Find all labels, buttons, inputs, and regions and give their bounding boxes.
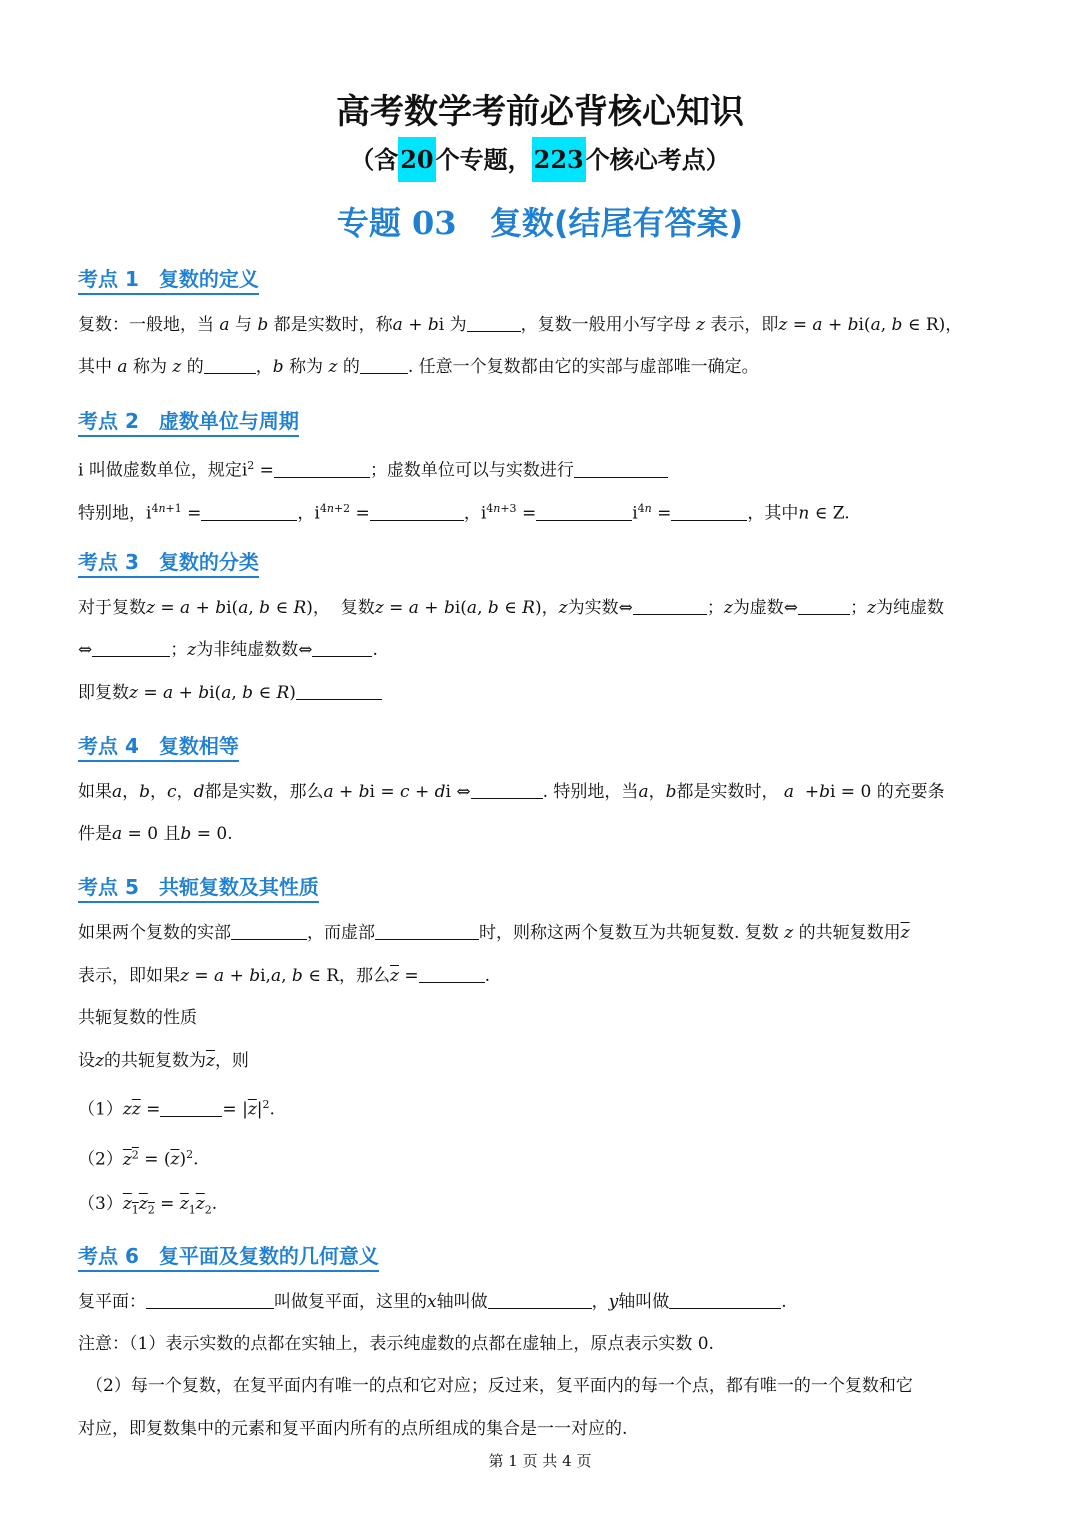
fill-blank[interactable] <box>160 1100 222 1117</box>
s5-property-1: $(1)z\overline{z}$ = = $|\overline{z}|^2$. <box>78 1098 275 1120</box>
fill-blank[interactable] <box>92 640 170 657</box>
topic-number: 03 <box>411 204 457 242</box>
topic-name: 复数(结尾有答案) <box>489 204 744 242</box>
s6-line-1: 复平面： 叫做复平面，这里的x轴叫做 ，y轴叫做 . <box>78 1292 787 1312</box>
fill-blank[interactable] <box>296 683 382 700</box>
topic-heading <box>0 198 1080 244</box>
section-heading-1 <box>78 263 259 295</box>
s1-line-2: 其中 a 称为 z 的 ，b 称为 z 的 . 任意一个复数都由它的实部与虚部唯一确定。 <box>78 357 759 377</box>
section-title: 复数的定义 <box>158 267 259 291</box>
section-label: 考点 5 <box>78 875 139 899</box>
s6-line-3: （2）每一个复数，在复平面内有唯一的点和它对应；反过来，复平面内的每一个点，都有唯一的一个复数和它 <box>86 1376 913 1396</box>
fill-blank[interactable] <box>471 782 543 799</box>
s1-line-1: 复数：一般地，当 a 与 b 都是实数时，称a + bi 为 ，复数一般用小写字母 z 表示，即z = a + bi(a, b ∈ R)， <box>78 315 963 335</box>
s5-line-3: 共轭复数的性质 <box>78 1008 197 1028</box>
section-label: 考点 1 <box>78 267 139 291</box>
s3-line-3: 即复数z = a + bi(a, b ∈ R) <box>78 681 382 705</box>
section-title: 虚数单位与周期 <box>158 409 299 433</box>
subtitle-text: 个核心考点） <box>585 146 730 174</box>
fill-blank[interactable] <box>146 1292 274 1309</box>
s3-line-1: 对于复数z = a + bi(a, b ∈ R)， 复数z = a + bi(a, b ∈ R)，z为实数⇔ ；z为虚数⇔ ；z为纯虚数 <box>78 598 945 618</box>
section-title: 复数相等 <box>158 734 239 758</box>
s5-property-3: $(3)z_1z_2 = \overline{z}_1\overline{z}_2$. <box>78 1194 218 1217</box>
section-title: 复平面及复数的几何意义 <box>158 1244 379 1268</box>
fill-blank[interactable] <box>204 357 256 374</box>
section-title: 共轭复数及其性质 <box>158 875 319 899</box>
section-label: 考点 4 <box>78 734 139 758</box>
section-label: 考点 3 <box>78 550 139 574</box>
s4-line-1: 如果a，b，c，d都是实数，那么a + bi = c + di ⇔ . 特别地，当a，b都是实数时， a +bi = 0 的充要条 <box>78 782 945 802</box>
fill-blank[interactable] <box>467 315 521 332</box>
fill-blank[interactable] <box>798 598 850 615</box>
s2-line-1: i 叫做虚数单位，规定$i^2$ = ；虚数单位可以与实数进行 <box>78 454 668 483</box>
fill-blank[interactable] <box>574 461 668 478</box>
section-heading-4 <box>78 730 239 762</box>
s5-line-2: 表示，即如果z = a + bi,a, b ∈ R，那么$\overline{z}$ = . <box>78 966 491 986</box>
fill-blank[interactable] <box>536 504 632 521</box>
subtitle-text: 个专题， <box>435 146 532 174</box>
section-heading-6 <box>78 1240 379 1272</box>
fill-blank[interactable] <box>231 923 307 940</box>
fill-blank[interactable] <box>669 1292 781 1309</box>
fill-blank[interactable] <box>375 923 479 940</box>
fill-blank[interactable] <box>312 640 372 657</box>
page-title: 高考数学考前必背核心知识 <box>336 92 744 132</box>
fill-blank[interactable] <box>274 461 370 478</box>
fill-blank[interactable] <box>360 357 408 374</box>
section-label: 考点 2 <box>78 409 139 433</box>
s6-line-4: 对应，即复数集中的元素和复平面内所有的点所组成的集合是一一对应的. <box>78 1419 628 1439</box>
s2-line-2: 特别地，$i^{4n+1}$ = ，$i^{4n+2}$ = ，$i^{4n+3} = i^{4n}$ = ，其中n ∈ Z. <box>78 502 850 524</box>
section-title: 复数的分类 <box>158 550 259 574</box>
s5-line-1: 如果两个复数的实部 ，而虚部 时，则称这两个复数互为共轭复数. 复数 z 的共轭复数用$\overline{z}$ <box>78 923 910 943</box>
page-footer: 第 1 页 共 4 页 <box>488 1452 592 1470</box>
fill-blank[interactable] <box>370 504 464 521</box>
topic-prefix: 专题 <box>336 204 401 242</box>
section-label: 考点 6 <box>78 1244 139 1268</box>
section-heading-5 <box>78 871 319 903</box>
page-subtitle <box>0 140 1080 175</box>
s4-line-2: 件是a = 0 且b = 0. <box>78 824 233 844</box>
s3-line-2: ⇔ ；z为非纯虚数数⇔ . <box>78 640 378 660</box>
fill-blank[interactable] <box>633 598 707 615</box>
s5-line-4: 设z的共轭复数为$\overline{z}$，则 <box>78 1051 249 1071</box>
fill-blank[interactable] <box>419 966 485 983</box>
highlight-point-count: 223 <box>532 137 586 182</box>
highlight-topic-count: 20 <box>398 137 435 182</box>
fill-blank[interactable] <box>201 504 297 521</box>
section-heading-2 <box>78 405 299 437</box>
fill-blank[interactable] <box>488 1292 592 1309</box>
subtitle-text: （含 <box>350 146 399 174</box>
s6-line-2: 注意：（1）表示实数的点都在实轴上，表示纯虚数的点都在虚轴上，原点表示实数 0. <box>78 1334 714 1354</box>
fill-blank[interactable] <box>671 504 747 521</box>
section-heading-3 <box>78 546 259 578</box>
s5-property-2: $(2)z^2 = (\overline{z})^2$. <box>78 1148 199 1170</box>
